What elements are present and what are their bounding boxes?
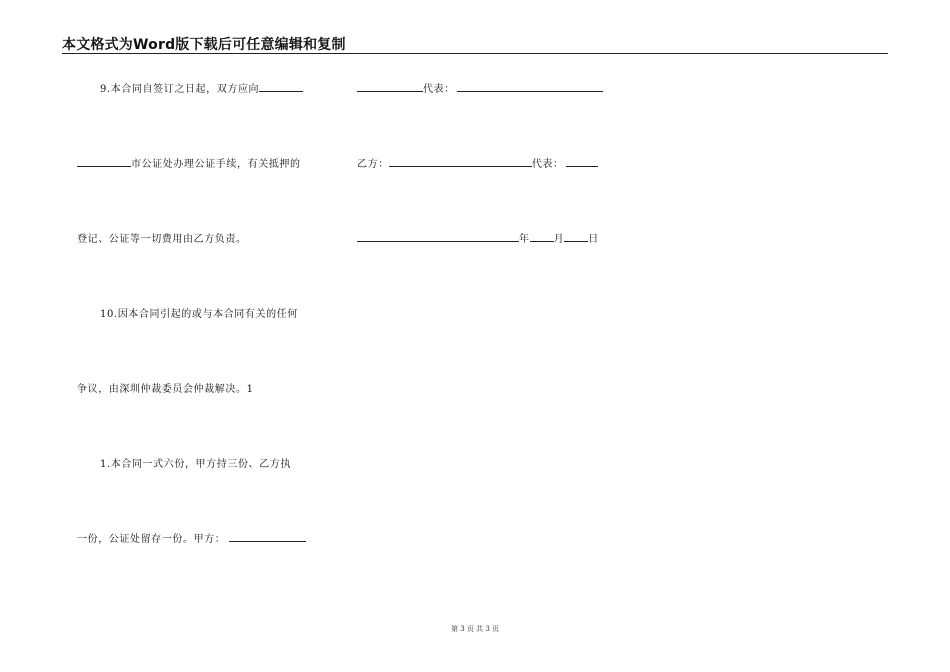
header-divider bbox=[62, 53, 888, 54]
clause-11-text-cont: 一份，公证处留存一份。甲方： bbox=[77, 534, 226, 545]
clause-9-line-3 bbox=[77, 230, 247, 245]
party-b-representative-label: 代表： bbox=[531, 159, 564, 170]
party-b-blank bbox=[389, 157, 532, 167]
party-b-line bbox=[357, 155, 598, 170]
month-label: 月 bbox=[553, 234, 565, 245]
clause-11-line-2 bbox=[77, 530, 306, 545]
blank-line bbox=[259, 82, 303, 92]
date-line bbox=[357, 230, 599, 245]
party-b-label: 乙方： bbox=[357, 159, 389, 170]
blank-line bbox=[357, 82, 423, 92]
clause-10-text-cont: 争议，由深圳仲裁委员会仲裁解决。1 bbox=[77, 384, 254, 395]
party-a-signature-blank bbox=[229, 532, 306, 542]
clause-10-line-1 bbox=[100, 305, 298, 320]
day-label: 日 bbox=[588, 234, 599, 245]
clause-10-line-2 bbox=[77, 380, 254, 395]
clause-11-text: 1.本合同一式六份，甲方持三份、乙方执 bbox=[100, 459, 291, 470]
party-a-representative-line bbox=[357, 80, 603, 95]
party-b-representative-blank bbox=[566, 157, 598, 167]
day-blank bbox=[564, 232, 588, 242]
date-blank bbox=[357, 232, 519, 242]
document-header-title: 本文格式为Word版下载后可任意编辑和复制 bbox=[62, 37, 346, 53]
representative-blank bbox=[457, 82, 603, 92]
page-number-footer: 第 3 页 共 3 页 bbox=[450, 625, 500, 633]
clause-10-text: 10.因本合同引起的或与本合同有关的任何 bbox=[100, 309, 298, 320]
clause-11-line-1 bbox=[100, 455, 291, 470]
clause-9-line-2 bbox=[77, 155, 301, 170]
clause-9-text: 9.本合同自签订之日起，双方应向 bbox=[100, 84, 260, 95]
blank-line bbox=[77, 157, 131, 167]
clause-9-line-1 bbox=[100, 80, 303, 95]
representative-label: 代表： bbox=[423, 84, 455, 95]
clause-9-text-cont: 市公证处办理公证手续，有关抵押的 bbox=[131, 159, 301, 170]
month-blank bbox=[530, 232, 554, 242]
year-label: 年 bbox=[519, 234, 530, 245]
clause-9-text-end: 登记、公证等一切费用由乙方负责。 bbox=[77, 234, 247, 245]
